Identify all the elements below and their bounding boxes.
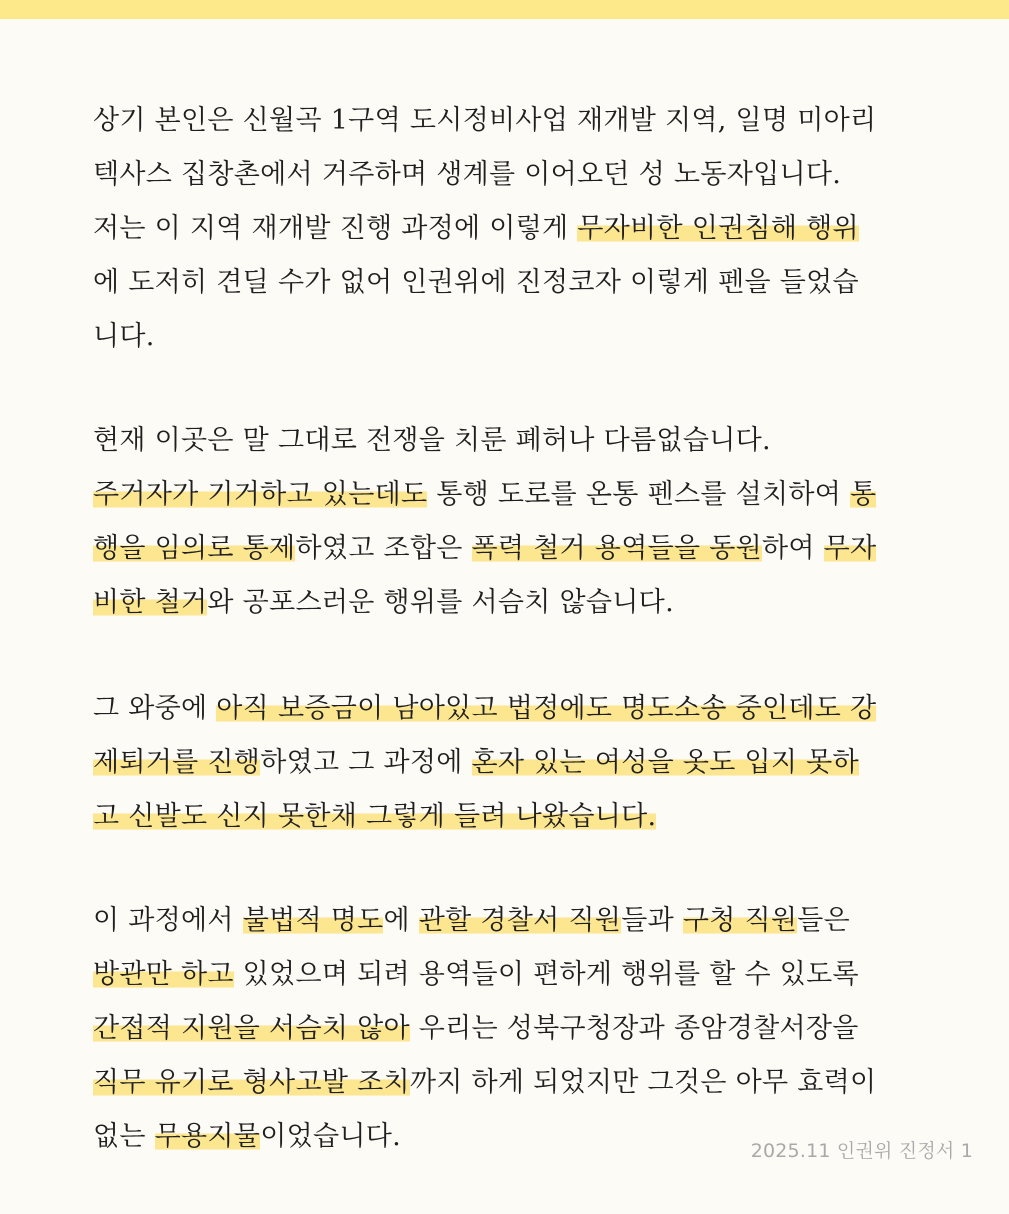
highlighted-phrase: 무자비한 인권침해 행위 (577, 213, 859, 244)
text-line (93, 576, 933, 630)
highlighted-phrase: 구청 직원 (682, 905, 798, 936)
text-segment: 들과 (621, 905, 683, 936)
text-line (93, 94, 933, 148)
highlighted-phrase: 행을 임의로 통제 (93, 533, 296, 564)
text-line (93, 310, 933, 364)
highlighted-phrase: 혼자 있는 여성을 옷도 입지 못하 (471, 747, 859, 778)
text-segment: 현재 이곳은 말 그대로 전쟁을 치룬 폐허나 다름없습니다. (93, 425, 771, 456)
text-segment: 이었습니다. (260, 1121, 401, 1152)
paragraph-1 (93, 94, 933, 364)
text-segment: 에 (383, 905, 419, 936)
text-segment: 와 공포스러운 행위를 서슴치 않습니다. (207, 587, 674, 618)
text-segment: 하여 (761, 533, 824, 564)
text-line (93, 202, 933, 256)
highlighted-phrase: 무용지물 (154, 1121, 261, 1152)
highlighted-phrase: 아직 보증금이 남아있고 법정에도 명도소송 중인데도 강 (216, 693, 877, 724)
text-segment: 있었으며 되려 용역들이 편하게 행위를 할 수 있도록 (233, 959, 859, 990)
text-line (93, 1056, 933, 1110)
text-line (93, 682, 933, 736)
text-segment: 니다. (93, 321, 155, 352)
highlighted-phrase: 통 (850, 479, 877, 510)
highlighted-phrase: 관할 경찰서 직원 (418, 905, 622, 936)
text-segment: 그 와중에 (93, 693, 217, 724)
text-line (93, 894, 933, 948)
page-footer: 2025.11 인권위 진정서 1 (750, 1140, 973, 1162)
text-line (93, 1002, 933, 1056)
highlighted-phrase: 폭력 철거 용역들을 동원 (471, 533, 762, 564)
highlighted-phrase: 간접적 지원을 서슴치 않아 (93, 1013, 410, 1044)
highlighted-phrase: 주거자가 기거하고 있는데도 (93, 479, 428, 510)
highlighted-phrase: 비한 철거 (93, 587, 208, 618)
text-segment: 상기 본인은 신월곡 1구역 도시정비사업 재개발 지역, 일명 미아리 (93, 105, 877, 136)
paragraph-3 (93, 682, 933, 844)
paragraph-4 (93, 894, 933, 1164)
text-segment: 우리는 성북구청장과 종암경찰서장을 (409, 1013, 859, 1044)
paragraph-2 (93, 414, 933, 630)
text-segment: 들은 (797, 905, 851, 936)
text-line (93, 468, 933, 522)
highlighted-phrase: 제퇴거를 진행 (93, 747, 261, 778)
text-line (93, 414, 933, 468)
text-segment: 하였고 그 과정에 (260, 747, 472, 778)
text-segment: 저는 이 지역 재개발 진행 과정에 이렇게 (93, 213, 578, 244)
text-segment: 까지 하게 되었지만 그것은 아무 효력이 (409, 1067, 877, 1098)
text-segment: 통행 도로를 온통 펜스를 설치하여 (427, 479, 851, 510)
text-line (93, 736, 933, 790)
text-line (93, 790, 933, 844)
top-accent-bar (0, 0, 1009, 19)
text-segment: 이 과정에서 (93, 905, 243, 936)
highlighted-phrase: 무자 (823, 533, 877, 564)
text-line (93, 256, 933, 310)
highlighted-phrase: 불법적 명도 (242, 905, 384, 936)
text-segment: 텍사스 집창촌에서 거주하며 생계를 이어오던 성 노동자입니다. (93, 159, 842, 190)
petition-body (93, 94, 933, 1214)
highlighted-phrase: 직무 유기로 형사고발 조치 (93, 1067, 410, 1098)
text-segment: 에 도저히 견딜 수가 없어 인권위에 진정코자 이렇게 펜을 들었습 (93, 267, 859, 298)
text-segment: 하였고 조합은 (295, 533, 472, 564)
text-line (93, 148, 933, 202)
highlighted-phrase: 고 신발도 신지 못한채 그렇게 들려 나왔습니다. (93, 801, 657, 832)
text-segment: 없는 (93, 1121, 155, 1152)
text-line (93, 522, 933, 576)
highlighted-phrase: 방관만 하고 (93, 959, 234, 990)
text-line (93, 948, 933, 1002)
